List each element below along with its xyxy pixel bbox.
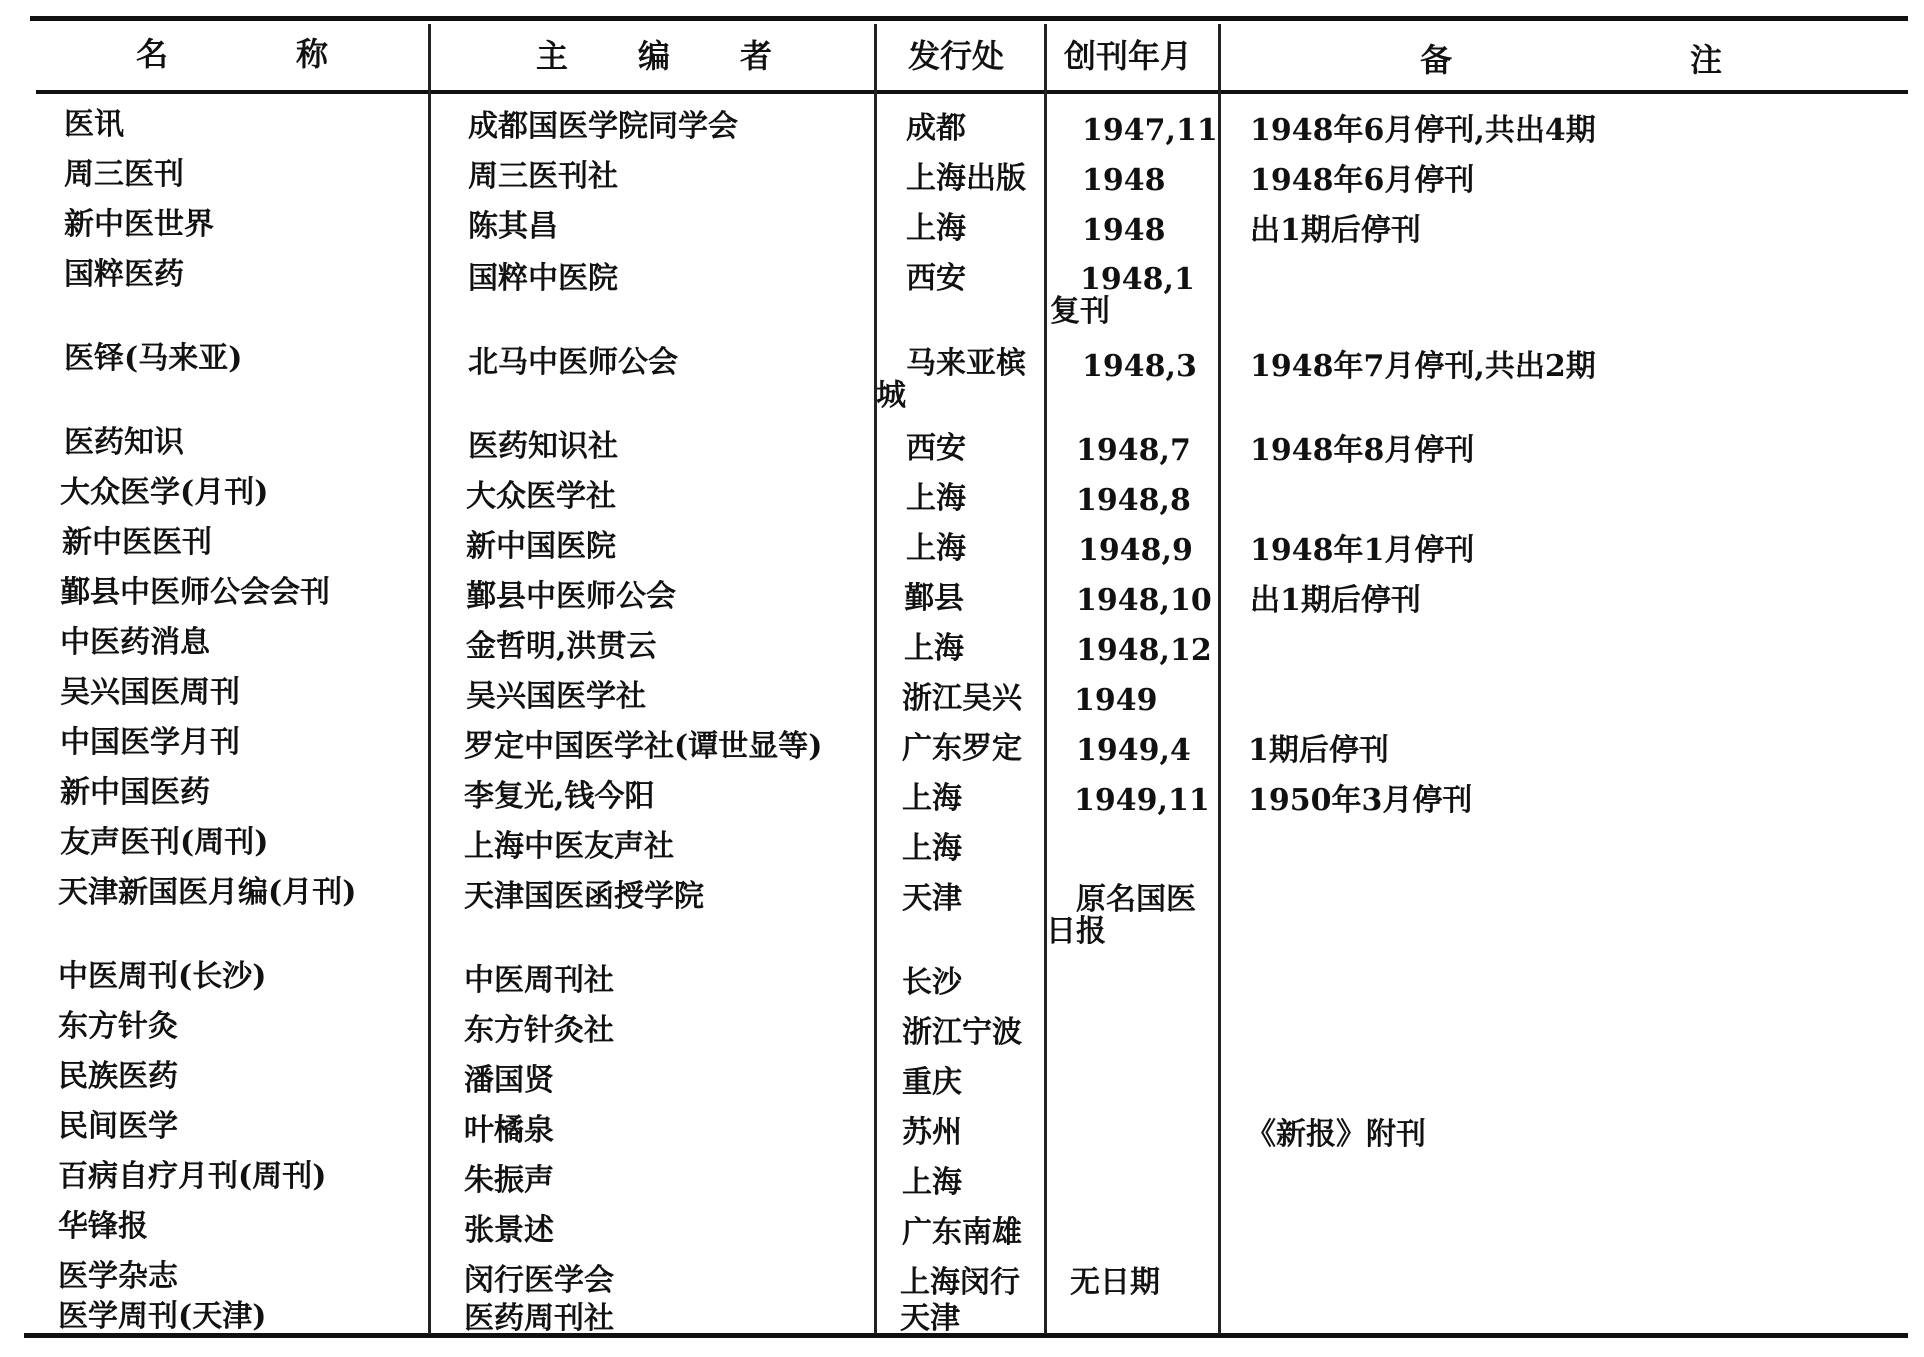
cell-editor: 国粹中医院: [468, 261, 618, 296]
cell-name: 中医药消息: [60, 625, 210, 660]
cell-name: 新中医世界: [64, 207, 214, 242]
cell-publisher: 西安: [906, 431, 966, 466]
header-remarks-1: 备: [1420, 41, 1453, 79]
cell-founded: 1948,8: [1076, 483, 1191, 518]
cell-founded: 1949: [1074, 683, 1158, 718]
cell-name: 天津新国医月编(月刊): [58, 875, 357, 910]
cell-publisher: 上海: [906, 211, 966, 246]
cell-name: 鄞县中医师公会会刊: [60, 575, 330, 610]
cell-remarks: 出1期后停刊: [1250, 213, 1421, 248]
cell-editor: 东方针灸社: [464, 1013, 614, 1048]
cell-publisher: 上海闵行: [900, 1265, 1020, 1300]
cell-name: 民间医学: [58, 1109, 178, 1144]
cell-remarks: 出1期后停刊: [1250, 583, 1421, 618]
cell-name: 新中国医药: [60, 775, 210, 810]
cell-founded: 1948,3: [1082, 349, 1197, 384]
cell-editor: 周三医刊社: [468, 159, 618, 194]
cell-publisher: 广东南雄: [902, 1215, 1022, 1250]
cell-founded: 1948,12: [1076, 633, 1212, 668]
cell-founded: 1948,7: [1076, 433, 1191, 468]
header-founded: 创刊年月: [1064, 37, 1193, 75]
cell-publisher: 浙江宁波: [902, 1015, 1022, 1050]
cell-publisher: 上海: [902, 781, 962, 816]
header-name-2: 称: [296, 35, 329, 73]
cell-publisher: 马来亚槟城: [876, 346, 1026, 413]
cell-editor: 医药知识社: [468, 429, 618, 464]
cell-founded: 无日期: [1070, 1265, 1160, 1300]
cell-editor: 陈其昌: [468, 209, 558, 244]
cell-name: 东方针灸: [58, 1009, 178, 1044]
cell-publisher: 鄞县: [904, 581, 964, 616]
cell-founded: 1948,1复刊: [1050, 262, 1195, 329]
cell-remarks: 《新报》附刊: [1246, 1117, 1426, 1152]
cell-editor: 成都国医学院同学会: [468, 109, 738, 144]
cell-name: 华锋报: [58, 1209, 148, 1244]
cell-editor: 鄞县中医师公会: [466, 579, 676, 614]
header-remarks-2: 注: [1690, 41, 1723, 79]
cell-editor: 朱振声: [464, 1163, 554, 1198]
cell-remarks: 1948年1月停刊: [1250, 533, 1475, 568]
cell-publisher: 上海: [906, 531, 966, 566]
cell-editor: 中医周刊社: [464, 963, 614, 998]
cell-remarks: 1948年7月停刊,共出2期: [1250, 349, 1596, 384]
cell-publisher: 上海: [902, 831, 962, 866]
cell-founded: 原名国医日报: [1046, 882, 1196, 949]
cell-remarks: 1948年8月停刊: [1250, 433, 1475, 468]
bottom-rule: [24, 1333, 1908, 1338]
cell-founded: 1949,4: [1076, 733, 1191, 768]
cell-publisher: 浙江吴兴: [902, 681, 1022, 716]
header-name-1: 名: [136, 35, 169, 73]
col-divider-3: [1044, 24, 1047, 1334]
cell-editor: 李复光,钱今阳: [464, 779, 655, 814]
header-editor-3: 者: [740, 37, 773, 75]
cell-publisher: 重庆: [902, 1065, 962, 1100]
cell-name: 新中医医刊: [62, 525, 212, 560]
header-editor-1: 主: [536, 37, 569, 75]
cell-name: 中医周刊(长沙): [58, 959, 267, 994]
cell-name: 医学周刊(天津): [58, 1299, 267, 1334]
cell-name: 国粹医药: [64, 257, 184, 292]
cell-editor: 新中国医院: [466, 529, 616, 564]
cell-publisher: 天津: [902, 881, 962, 916]
cell-name: 百病自疗月刊(周刊): [58, 1159, 327, 1194]
cell-name: 周三医刊: [64, 157, 184, 192]
cell-editor: 闵行医学会: [464, 1263, 614, 1298]
cell-remarks: 1950年3月停刊: [1248, 783, 1473, 818]
cell-remarks: 1948年6月停刊,共出4期: [1250, 113, 1596, 148]
cell-name: 中国医学月刊: [60, 725, 240, 760]
cell-name: 医铎(马来亚): [64, 341, 243, 376]
cell-remarks: 1948年6月停刊: [1250, 163, 1475, 198]
cell-name: 医讯: [64, 107, 124, 142]
cell-founded: 1948: [1082, 163, 1166, 198]
cell-publisher: 天津: [900, 1301, 960, 1336]
cell-publisher: 上海: [902, 1165, 962, 1200]
header-rule: [36, 90, 1908, 94]
cell-name: 医学杂志: [58, 1259, 178, 1294]
cell-founded: 1949,11: [1074, 783, 1210, 818]
cell-publisher: 苏州: [902, 1115, 962, 1150]
cell-editor: 上海中医友声社: [464, 829, 674, 864]
cell-name: 大众医学(月刊): [60, 475, 269, 510]
col-divider-1: [428, 24, 431, 1334]
cell-founded: 1947,11: [1082, 113, 1218, 148]
cell-founded: 1948,10: [1076, 583, 1212, 618]
cell-founded: 1948,9: [1078, 533, 1193, 568]
cell-name: 友声医刊(周刊): [60, 825, 269, 860]
cell-publisher: 上海: [904, 631, 964, 666]
cell-editor: 张景述: [464, 1213, 554, 1248]
cell-editor: 罗定中国医学社(谭世显等): [464, 729, 823, 764]
cell-publisher: 成都: [906, 111, 966, 146]
col-divider-4: [1218, 24, 1221, 1334]
cell-founded: 1948: [1082, 213, 1166, 248]
cell-editor: 吴兴国医学社: [466, 679, 646, 714]
cell-editor: 北马中医师公会: [468, 345, 678, 380]
header-editor-2: 编: [638, 37, 671, 75]
cell-remarks: 1期后停刊: [1248, 733, 1389, 768]
cell-publisher: 西安: [906, 261, 966, 296]
cell-editor: 潘国贤: [464, 1063, 554, 1098]
top-rule: [30, 16, 1908, 21]
cell-name: 吴兴国医周刊: [60, 675, 240, 710]
col-divider-2: [874, 24, 877, 1334]
cell-editor: 金哲明,洪贯云: [466, 629, 657, 664]
cell-editor: 天津国医函授学院: [464, 879, 704, 914]
cell-publisher: 上海出版: [906, 161, 1026, 196]
header-publisher: 发行处: [908, 37, 1005, 75]
cell-publisher: 长沙: [902, 965, 962, 1000]
cell-editor: 医药周刊社: [464, 1301, 614, 1336]
cell-name: 医药知识: [64, 425, 184, 460]
cell-publisher: 上海: [906, 481, 966, 516]
cell-name: 民族医药: [58, 1059, 178, 1094]
cell-editor: 叶橘泉: [464, 1113, 554, 1148]
cell-publisher: 广东罗定: [902, 731, 1022, 766]
cell-editor: 大众医学社: [466, 479, 616, 514]
